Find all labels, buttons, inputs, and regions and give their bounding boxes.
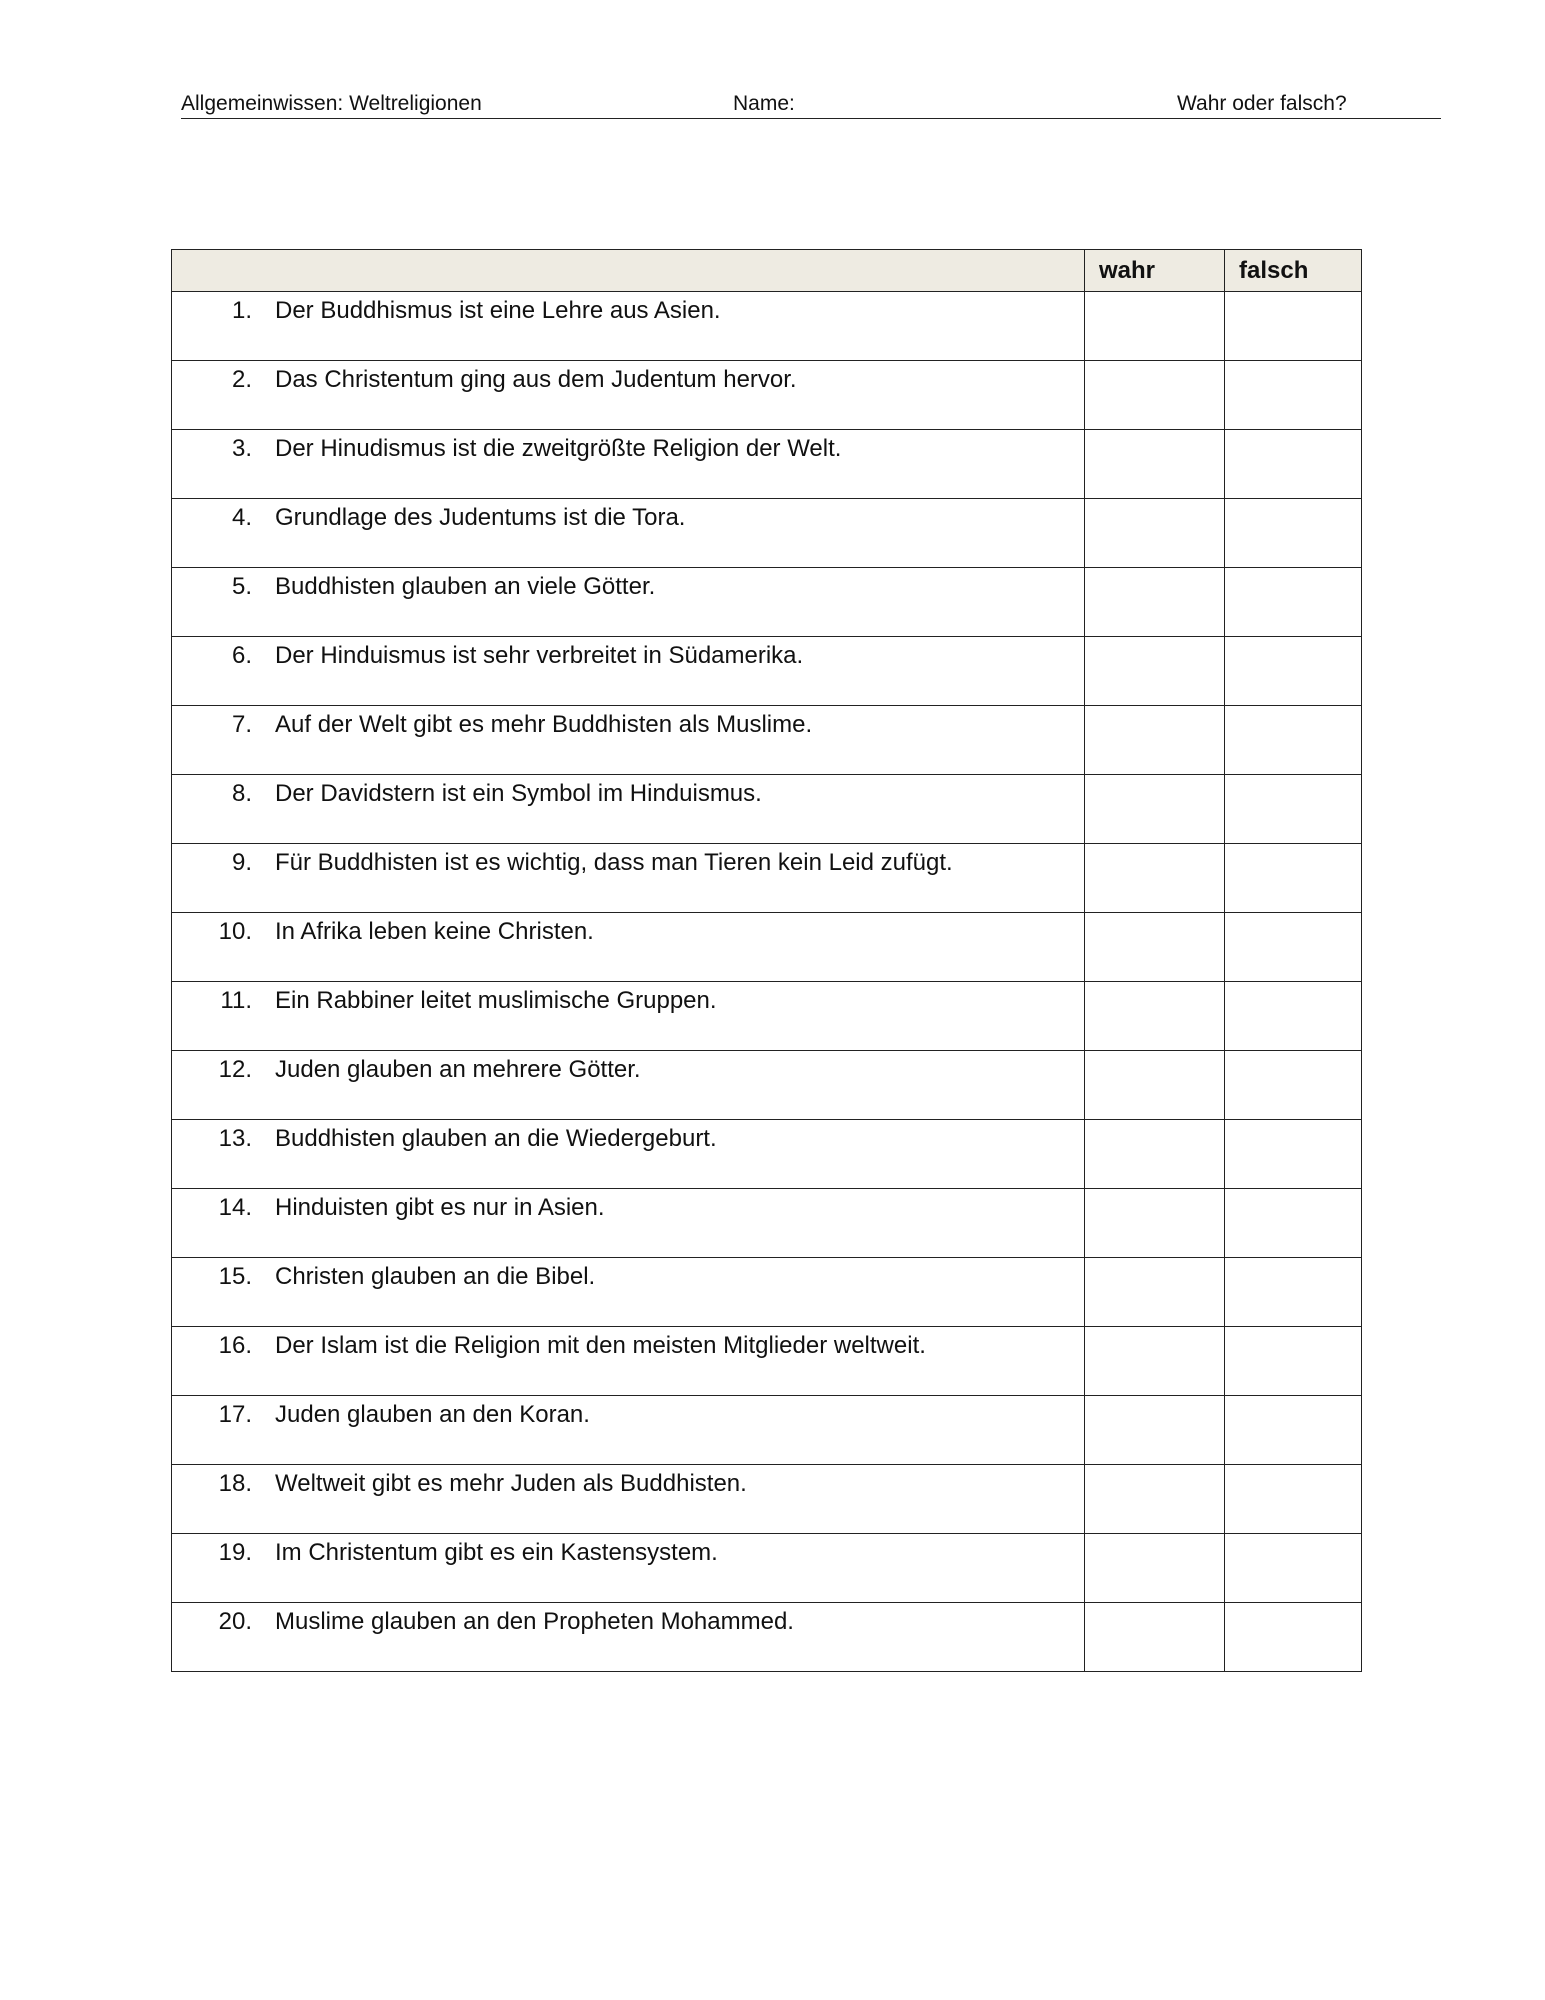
statement-text: Weltweit gibt es mehr Juden als Buddhisten. xyxy=(275,1470,747,1497)
statement-cell xyxy=(172,1258,1085,1327)
table-row xyxy=(172,1120,1362,1189)
wahr-answer-cell[interactable] xyxy=(1085,1120,1225,1189)
statement-number: 6. xyxy=(231,642,252,669)
wahr-answer-cell[interactable] xyxy=(1085,568,1225,637)
statement-cell xyxy=(172,706,1085,775)
statement-text: Auf der Welt gibt es mehr Buddhisten als Muslime. xyxy=(275,711,813,738)
wahr-answer-cell[interactable] xyxy=(1085,1327,1225,1396)
statement-text: Juden glauben an den Koran. xyxy=(275,1401,590,1428)
wahr-answer-cell[interactable] xyxy=(1085,637,1225,706)
statement-cell xyxy=(172,1051,1085,1120)
statement-number: 11. xyxy=(220,987,252,1014)
statement-number: 8. xyxy=(231,780,252,807)
table-row xyxy=(172,1327,1362,1396)
wahr-answer-cell[interactable] xyxy=(1085,1603,1225,1672)
statement-text: Buddhisten glauben an viele Götter. xyxy=(275,573,656,600)
falsch-answer-cell[interactable] xyxy=(1225,1534,1362,1603)
table-row xyxy=(172,982,1362,1051)
table-row xyxy=(172,1258,1362,1327)
statement-cell xyxy=(172,361,1085,430)
statement-number: 10. xyxy=(218,918,252,945)
statement-cell xyxy=(172,1327,1085,1396)
task-label: Wahr oder falsch? xyxy=(1177,92,1347,115)
statement-cell xyxy=(172,1465,1085,1534)
statement-cell xyxy=(172,982,1085,1051)
statement-text: Der Islam ist die Religion mit den meisten Mitglieder weltweit. xyxy=(275,1332,926,1359)
statement-text: Der Hinudismus ist die zweitgrößte Religion der Welt. xyxy=(275,435,842,462)
falsch-answer-cell[interactable] xyxy=(1225,1258,1362,1327)
wahr-answer-cell[interactable] xyxy=(1085,499,1225,568)
statement-number: 7. xyxy=(231,711,252,738)
wahr-answer-cell[interactable] xyxy=(1085,1258,1225,1327)
table-row xyxy=(172,1051,1362,1120)
falsch-answer-cell[interactable] xyxy=(1225,1327,1362,1396)
falsch-answer-cell[interactable] xyxy=(1225,499,1362,568)
wahr-answer-cell[interactable] xyxy=(1085,1465,1225,1534)
statement-cell xyxy=(172,430,1085,499)
wahr-answer-cell[interactable] xyxy=(1085,775,1225,844)
falsch-answer-cell[interactable] xyxy=(1225,637,1362,706)
statement-cell xyxy=(172,1603,1085,1672)
statement-number: 12. xyxy=(218,1056,252,1083)
falsch-answer-cell[interactable] xyxy=(1225,568,1362,637)
falsch-answer-cell[interactable] xyxy=(1225,1465,1362,1534)
statement-cell xyxy=(172,775,1085,844)
table-row xyxy=(172,637,1362,706)
statement-number: 16. xyxy=(218,1332,252,1359)
statement-number: 5. xyxy=(231,573,252,600)
statement-text: Buddhisten glauben an die Wiedergeburt. xyxy=(275,1125,717,1152)
table-row xyxy=(172,568,1362,637)
table-row xyxy=(172,844,1362,913)
falsch-answer-cell[interactable] xyxy=(1225,1189,1362,1258)
statement-cell xyxy=(172,637,1085,706)
statement-cell xyxy=(172,1534,1085,1603)
wahr-answer-cell[interactable] xyxy=(1085,1396,1225,1465)
worksheet-title: Allgemeinwissen: Weltreligionen xyxy=(181,92,482,115)
table-row xyxy=(172,361,1362,430)
falsch-answer-cell[interactable] xyxy=(1225,1051,1362,1120)
statement-cell xyxy=(172,499,1085,568)
falsch-answer-cell[interactable] xyxy=(1225,706,1362,775)
statement-number: 15. xyxy=(218,1263,252,1290)
falsch-answer-cell[interactable] xyxy=(1225,292,1362,361)
statement-cell xyxy=(172,292,1085,361)
statement-cell xyxy=(172,913,1085,982)
falsch-answer-cell[interactable] xyxy=(1225,361,1362,430)
wahr-answer-cell[interactable] xyxy=(1085,844,1225,913)
wahr-answer-cell[interactable] xyxy=(1085,706,1225,775)
quiz-table xyxy=(171,249,1362,1672)
wahr-answer-cell[interactable] xyxy=(1085,361,1225,430)
statement-number: 14. xyxy=(218,1194,252,1221)
quiz-body xyxy=(172,292,1362,1672)
statement-text: Der Buddhismus ist eine Lehre aus Asien. xyxy=(275,297,721,324)
worksheet-header xyxy=(181,90,1441,119)
falsch-answer-cell[interactable] xyxy=(1225,430,1362,499)
column-header-falsch: falsch xyxy=(1225,250,1362,292)
falsch-answer-cell[interactable] xyxy=(1225,844,1362,913)
table-header-row xyxy=(172,250,1362,292)
falsch-answer-cell[interactable] xyxy=(1225,913,1362,982)
statement-text: Juden glauben an mehrere Götter. xyxy=(275,1056,641,1083)
statement-number: 4. xyxy=(231,504,252,531)
statement-text: Christen glauben an die Bibel. xyxy=(275,1263,596,1290)
table-row xyxy=(172,499,1362,568)
statement-number: 2. xyxy=(231,366,252,393)
wahr-answer-cell[interactable] xyxy=(1085,1189,1225,1258)
name-label: Name: xyxy=(733,92,795,115)
table-row xyxy=(172,1189,1362,1258)
wahr-answer-cell[interactable] xyxy=(1085,913,1225,982)
statement-number: 19. xyxy=(218,1539,252,1566)
statement-number: 18. xyxy=(218,1470,252,1497)
statement-cell xyxy=(172,1396,1085,1465)
statement-number: 17. xyxy=(218,1401,252,1428)
table-row xyxy=(172,1534,1362,1603)
table-row xyxy=(172,913,1362,982)
statement-text: Das Christentum ging aus dem Judentum hervor. xyxy=(275,366,797,393)
wahr-answer-cell[interactable] xyxy=(1085,1534,1225,1603)
statement-text: Ein Rabbiner leitet muslimische Gruppen. xyxy=(275,987,717,1014)
wahr-answer-cell[interactable] xyxy=(1085,430,1225,499)
statement-text: Der Hinduismus ist sehr verbreitet in Südamerika. xyxy=(275,642,804,669)
statement-cell xyxy=(172,568,1085,637)
falsch-answer-cell[interactable] xyxy=(1225,1603,1362,1672)
statement-text: Grundlage des Judentums ist die Tora. xyxy=(275,504,686,531)
falsch-answer-cell[interactable] xyxy=(1225,1396,1362,1465)
statement-number: 13. xyxy=(218,1125,252,1152)
table-row xyxy=(172,430,1362,499)
table-row xyxy=(172,706,1362,775)
table-row xyxy=(172,1396,1362,1465)
statement-number: 3. xyxy=(231,435,252,462)
statement-cell xyxy=(172,1189,1085,1258)
table-row xyxy=(172,1465,1362,1534)
statement-text: In Afrika leben keine Christen. xyxy=(275,918,594,945)
table-row xyxy=(172,775,1362,844)
table-row xyxy=(172,292,1362,361)
falsch-answer-cell[interactable] xyxy=(1225,982,1362,1051)
statement-number: 1. xyxy=(231,297,252,324)
statement-text: Hinduisten gibt es nur in Asien. xyxy=(275,1194,605,1221)
statement-text: Der Davidstern ist ein Symbol im Hinduismus. xyxy=(275,780,762,807)
falsch-answer-cell[interactable] xyxy=(1225,1120,1362,1189)
column-header-statement xyxy=(172,250,1085,292)
falsch-answer-cell[interactable] xyxy=(1225,775,1362,844)
statement-text: Im Christentum gibt es ein Kastensystem. xyxy=(275,1539,718,1566)
statement-text: Für Buddhisten ist es wichtig, dass man Tieren kein Leid zufügt. xyxy=(275,849,953,876)
statement-number: 20. xyxy=(218,1608,252,1635)
wahr-answer-cell[interactable] xyxy=(1085,982,1225,1051)
statement-number: 9. xyxy=(231,849,252,876)
wahr-answer-cell[interactable] xyxy=(1085,1051,1225,1120)
table-row xyxy=(172,1603,1362,1672)
statement-text: Muslime glauben an den Propheten Mohammed. xyxy=(275,1608,794,1635)
statement-cell xyxy=(172,1120,1085,1189)
column-header-wahr: wahr xyxy=(1085,250,1225,292)
statement-cell xyxy=(172,844,1085,913)
wahr-answer-cell[interactable] xyxy=(1085,292,1225,361)
